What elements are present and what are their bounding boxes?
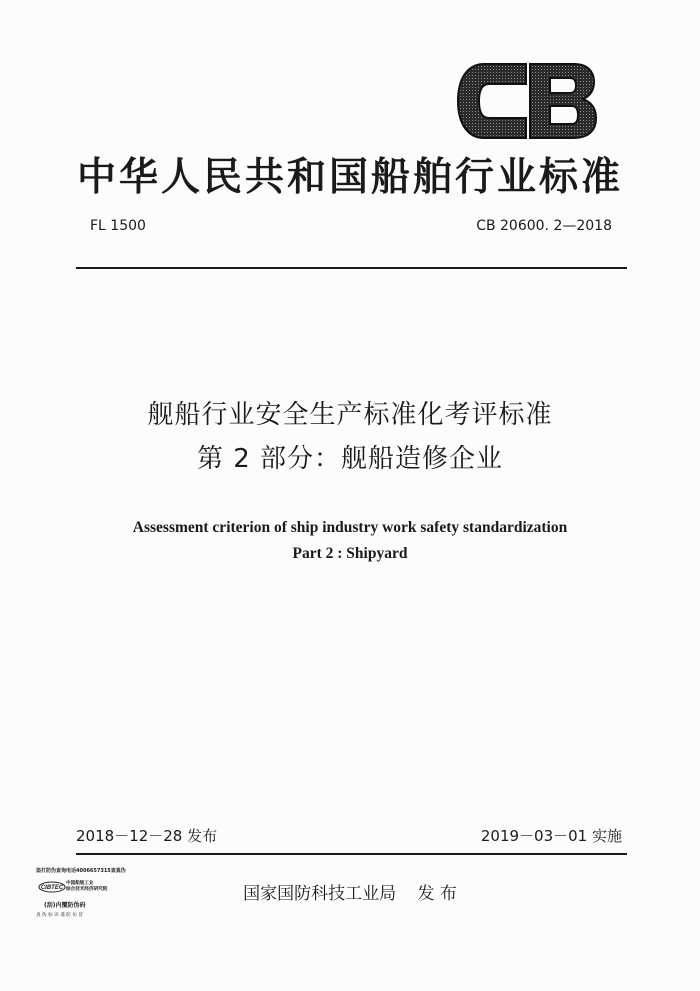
sticker-org-line1: 中国船舶工业 <box>66 881 94 886</box>
sticker-org-line2: 综合技术经济研究院 <box>66 886 108 892</box>
header-divider <box>76 267 627 269</box>
english-title-line2: Part 2 : Shipyard <box>292 545 408 562</box>
cibtec-mark-text: CIBTEC <box>40 885 64 891</box>
sticker-check-text: 真 伪 标 识 谨 防 仿 冒 <box>36 913 83 918</box>
publisher-action: 发 布 <box>417 884 457 904</box>
publisher <box>0 879 700 904</box>
footer-divider <box>76 853 627 855</box>
cb-logo-c-shape <box>458 64 526 138</box>
org-title: 中华人民共和国船舶行业标准 <box>76 155 623 200</box>
implementation-date: 2019－03－01 实施 <box>480 827 622 845</box>
standard-number: CB 20600. 2—2018 <box>476 218 612 234</box>
cb-logo-text: CB <box>525 105 529 107</box>
sticker-scratch-code: (刮)内覆防伪码 <box>44 902 86 909</box>
chinese-title-line2: 第 2 部分：舰船造修企业 <box>196 444 504 474</box>
classification-code: FL 1500 <box>90 218 146 234</box>
english-title-line1: Assessment criterion of ship industry work safety standardization <box>132 519 568 536</box>
publisher-name: 国家国防科技工业局 <box>243 884 397 904</box>
chinese-title-line1: 舰船行业安全生产标准化考评标准 <box>147 400 553 430</box>
sticker-hotline: 盗打防伪查询电话4006657315查真伪 <box>36 868 126 874</box>
cb-logo-b-shape <box>530 64 596 138</box>
cb-logo <box>456 62 598 140</box>
issue-date: 2018－12－28 发布 <box>76 827 218 845</box>
